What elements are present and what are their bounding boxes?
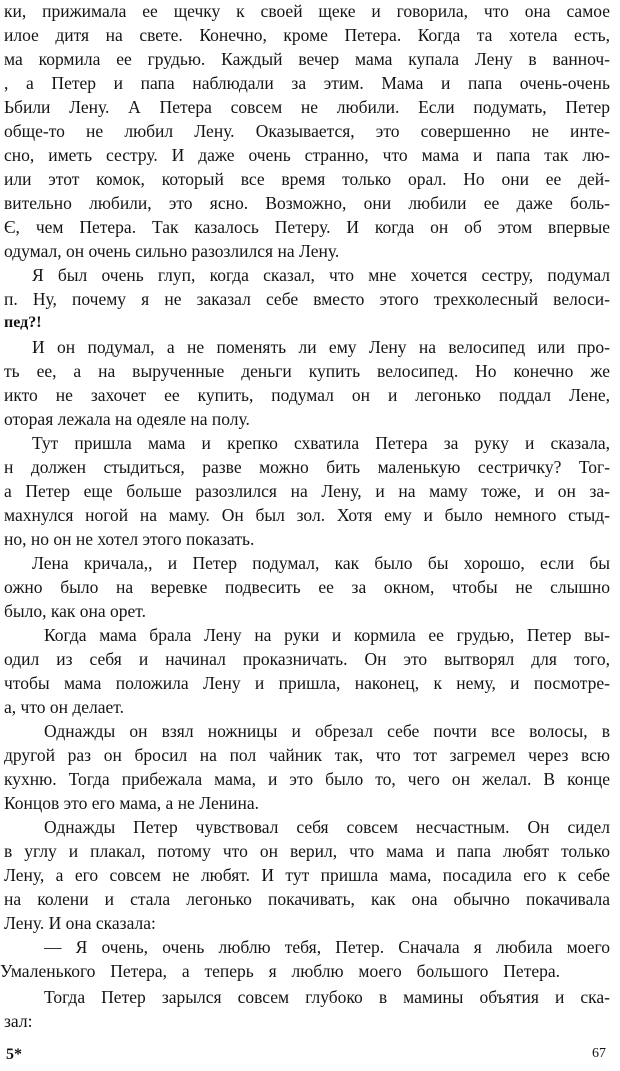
text-line-17: икто не захочет ее купить, подумал он и легонько поддал Лене, xyxy=(4,385,610,405)
text-line-31: Однажды он взял ножницы и обрезал себе почти все волосы, в xyxy=(44,721,610,741)
text-line-12: Я был очень глуп, когда сказал, что мне хочется сестру, подумал xyxy=(32,265,610,285)
text-line-7: сно, иметь сестру. И даже очень странно, что мама и папа так лю- xyxy=(4,145,610,165)
text-line-32: другой раз он бросил на пол чайник так, что тот загремел через всю xyxy=(4,745,610,765)
text-line-10: Є, чем Петера. Так казалось Петеру. И когда он об этом впервые xyxy=(4,217,610,237)
text-line-23: но, но он не хотел этого показать. xyxy=(4,529,255,549)
text-line-11: одумал, он очень сильно разозлился на Лену. xyxy=(4,241,340,261)
text-line-4: , а Петер и папа наблюдали за этим. Мама и папа очень-очень xyxy=(4,73,610,93)
text-line-8: или этот комок, который все время только орал. Но они ее дей- xyxy=(4,169,610,189)
text-line-38: на колени и стала легонько покачивать, как она обычно покачивала xyxy=(4,889,610,909)
text-line-24: Лена кричала,, и Петер подумал, как было бы хорошо, если бы xyxy=(32,553,610,573)
text-line-33: кухню. Тогда прибежала мама, и это было то, чего он желал. В конце xyxy=(4,769,610,789)
text-line-36: в углу и плакал, потому что он верил, что мама и папа любят только xyxy=(4,841,610,861)
text-line-6: обще-то не любил Лену. Оказывается, это совершенно не инте- xyxy=(4,121,610,141)
text-line-13: п. Ну, почему я не заказал себе вместо этого трехколесный велоси- xyxy=(4,289,610,309)
page-number: 67 xyxy=(592,1046,606,1061)
text-line-26: было, как она орет. xyxy=(4,601,147,621)
text-line-3: ма кормила ее грудью. Каждый вечер мама купала Лену в ванноч- xyxy=(4,49,610,69)
text-line-21: а Петер еще больше разозлился на Лену, и на маму тоже, и он за- xyxy=(4,481,610,501)
text-line-39: Лену. И она сказала: xyxy=(4,913,156,933)
text-line-9: вительно любили, это ясно. Возможно, они любили ее даже боль- xyxy=(4,193,610,213)
text-line-19: Тут пришла мама и крепко схватила Петера за руку и сказала, xyxy=(32,433,610,453)
text-line-34: Концов это его мама, а не Ленина. xyxy=(4,793,259,813)
text-line-35: Однажды Петер чувствовал себя совсем несчастным. Он сидел xyxy=(44,817,610,837)
text-line-29: чтобы мама положила Лену и пришла, наконец, к нему, и посмотре- xyxy=(4,673,610,693)
text-line-20: н должен стыдиться, разве можно бить маленькую сестричку? Тог- xyxy=(4,457,610,477)
text-line-2: илое дитя на свете. Конечно, кроме Петера. Когда та хотела есть, xyxy=(4,25,610,45)
text-line-5: Ьбили Лену. А Петера совсем не любили. Если подумать, Петер xyxy=(4,97,610,117)
text-line-41: Умаленького Петера, а теперь я люблю моего большого Петера. xyxy=(0,961,560,981)
text-line-42: Тогда Петер зарылся совсем глубоко в мамины объятия и ска- xyxy=(44,987,610,1007)
text-line-27: Когда мама брала Лену на руки и кормила ее грудью, Петер вы- xyxy=(44,625,610,645)
text-line-1: ки, прижимала ее щечку к своей щеке и говорила, что она самое xyxy=(4,1,610,21)
text-line-25: ожно было на веревке подвесить ее за окном, чтобы не слышно xyxy=(4,577,610,597)
text-line-30: а, что он делает. xyxy=(4,697,124,717)
text-line-15: И он подумал, а не поменять ли ему Лену на велосипед или про- xyxy=(32,337,610,357)
text-line-14: пед?! xyxy=(4,314,42,331)
signature-mark: 5* xyxy=(6,1046,22,1063)
text-line-43: зал: xyxy=(4,1011,33,1031)
text-line-28: одил из себя и начинал проказничать. Он это вытворял для того, xyxy=(4,649,610,669)
text-line-40: — Я очень, очень люблю тебя, Петер. Сначала я любила моего xyxy=(44,937,610,957)
text-line-18: оторая лежала на одеяле на полу. xyxy=(4,409,250,429)
text-line-16: ть ее, а на вырученные деньги купить велосипед. Но конечно же xyxy=(4,361,610,381)
text-line-22: махнулся ногой на маму. Он был зол. Хотя ему и было немного стыд- xyxy=(4,505,610,525)
text-line-37: Лену, а его совсем не любят. И тут пришла мама, посадила его к себе xyxy=(4,865,610,885)
